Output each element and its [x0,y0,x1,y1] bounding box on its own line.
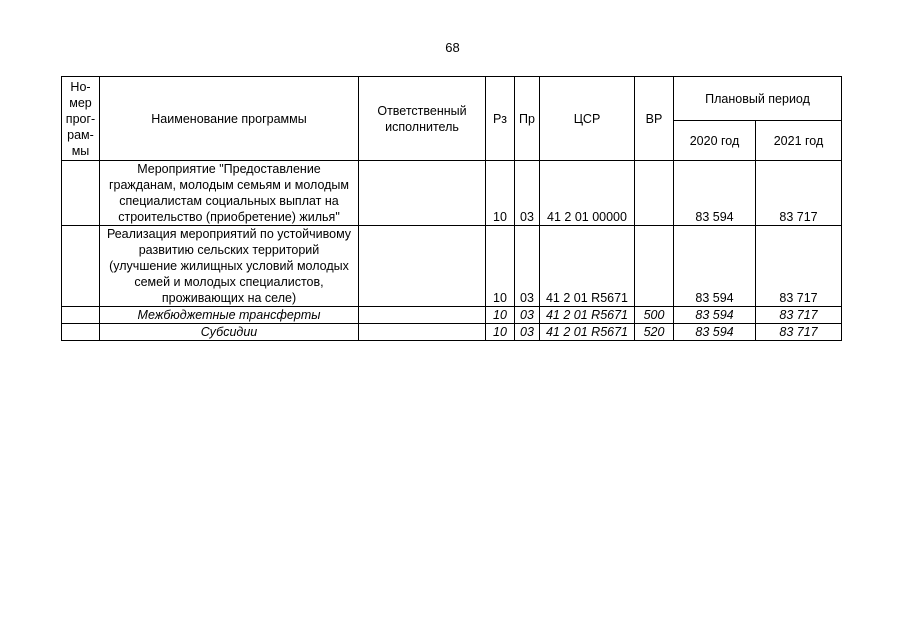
cell-year-2021: 83 717 [756,161,842,226]
header-executor: Ответственный исполнитель [359,77,486,161]
cell-rz: 10 [486,324,515,341]
budget-table [61,76,842,341]
cell-vr: 500 [635,307,674,324]
program-name-line: специалистам социальных выплат на [119,194,339,208]
cell-csr: 41 2 01 00000 [540,161,635,226]
cell-vr: 520 [635,324,674,341]
cell-year-2020: 83 594 [674,226,756,307]
cell-executor [359,307,486,324]
header-planning-period: Плановый период [674,77,842,121]
program-name-line: проживающих на селе) [161,291,297,305]
page-number: 68 [445,40,460,55]
header-year-2020: 2020 год [674,121,756,161]
cell-number [62,161,100,226]
cell-program-name [100,226,359,307]
program-name-line: Субсидии [200,325,258,339]
cell-pr: 03 [515,324,540,341]
cell-number [62,324,100,341]
program-name-line: строительство (приобретение) жилья" [118,210,340,224]
cell-csr: 41 2 01 R5671 [540,226,635,307]
cell-csr: 41 2 01 R5671 [540,324,635,341]
header-program-number: Но- мер прог- рам- мы [62,77,100,161]
cell-vr [635,161,674,226]
cell-rz: 10 [486,161,515,226]
program-name-line: (улучшение жилищных условий молодых [109,259,349,273]
cell-year-2021: 83 717 [756,307,842,324]
cell-executor [359,161,486,226]
cell-pr: 03 [515,226,540,307]
cell-rz: 10 [486,226,515,307]
cell-year-2020: 83 594 [674,324,756,341]
table-row [62,226,842,307]
header-year-2021: 2021 год [756,121,842,161]
cell-vr [635,226,674,307]
cell-pr: 03 [515,161,540,226]
cell-csr: 41 2 01 R5671 [540,307,635,324]
cell-year-2020: 83 594 [674,307,756,324]
cell-program-name [100,307,359,324]
cell-program-name [100,324,359,341]
header-pr: Пр [515,77,540,161]
cell-executor [359,226,486,307]
cell-year-2021: 83 717 [756,226,842,307]
cell-year-2020: 83 594 [674,161,756,226]
cell-year-2021: 83 717 [756,324,842,341]
table-row [62,161,842,226]
cell-executor [359,324,486,341]
header-csr: ЦСР [540,77,635,161]
header-program-name: Наименование программы [100,77,359,161]
program-name-line: гражданам, молодым семьям и молодым [108,178,350,192]
cell-pr: 03 [515,307,540,324]
program-name-line: Мероприятие "Предоставление [137,162,321,176]
program-name-line: Межбюджетные трансферты [137,308,321,322]
table-row [62,307,842,324]
program-name-line: семей и молодых специалистов, [134,275,324,289]
cell-number [62,307,100,324]
cell-program-name [100,161,359,226]
cell-number [62,226,100,307]
program-name-line: Реализация мероприятий по устойчивому [106,227,352,241]
program-name-line: развитию сельских территорий [138,243,320,257]
header-vr: ВР [635,77,674,161]
table-row [62,324,842,341]
header-rz: Рз [486,77,515,161]
cell-rz: 10 [486,307,515,324]
